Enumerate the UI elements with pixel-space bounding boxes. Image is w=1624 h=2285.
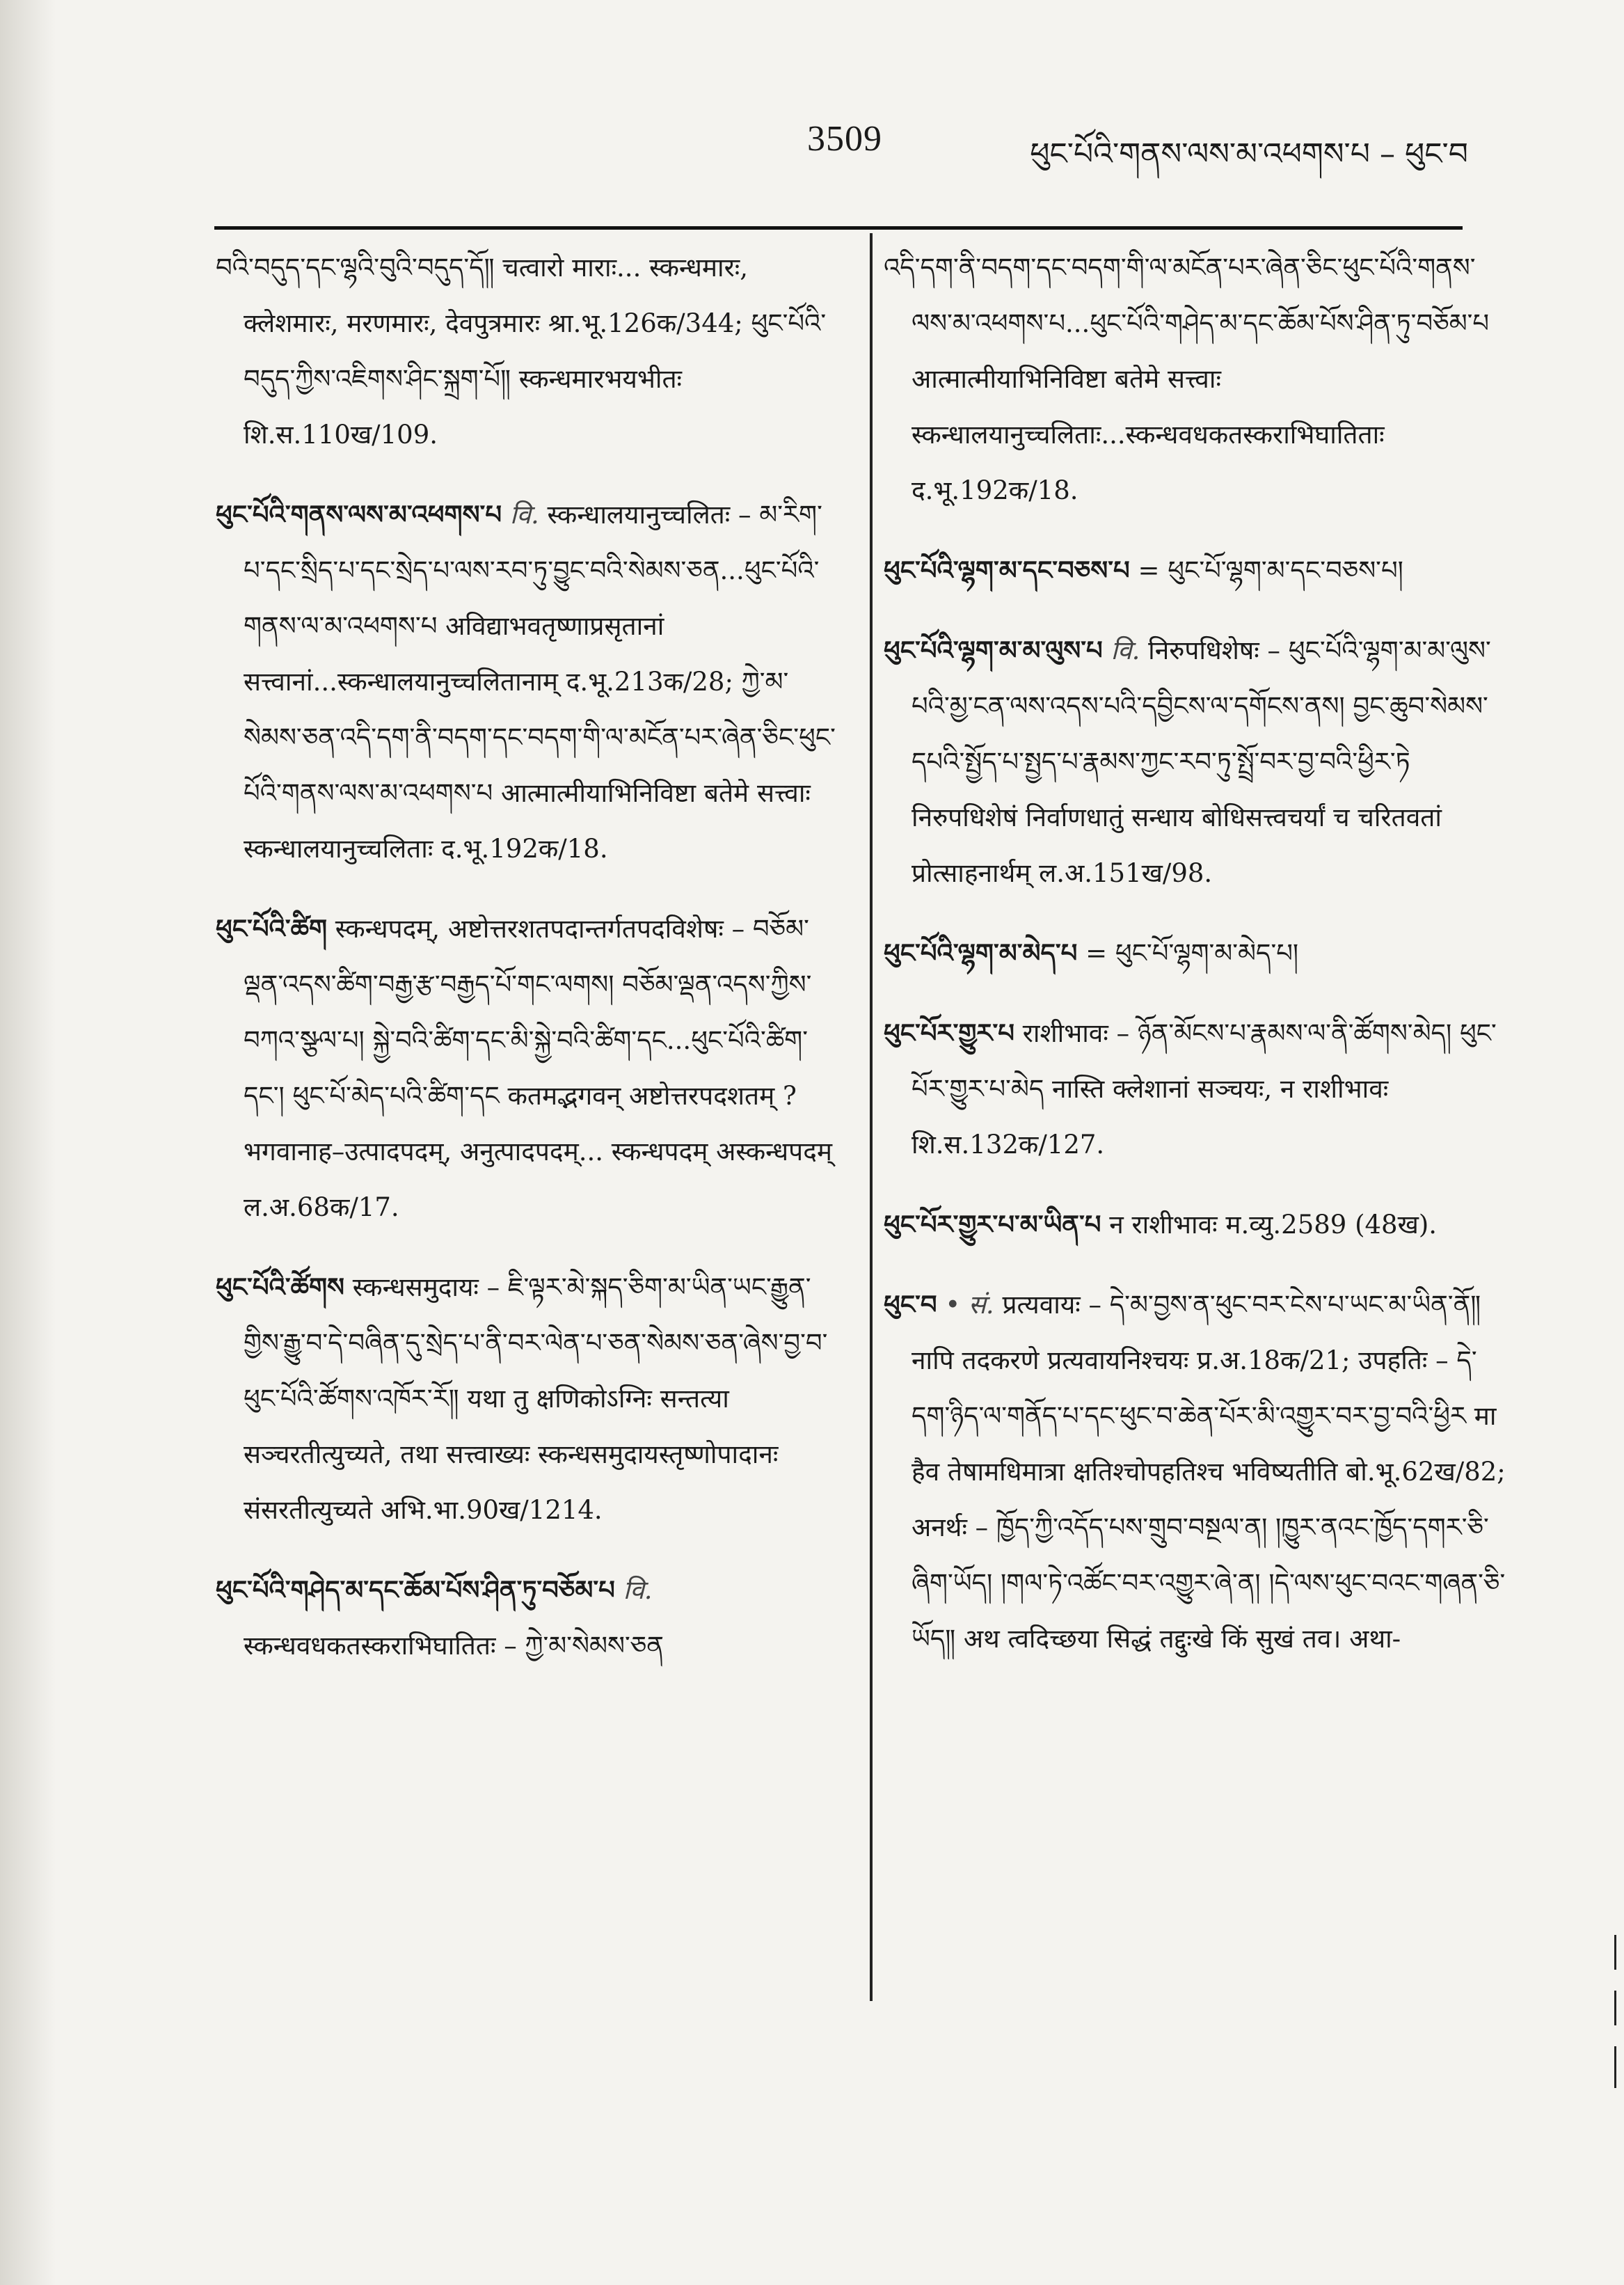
entry-grammar-label: • सं. xyxy=(945,1290,994,1320)
entry-headword: ཕུང་བ xyxy=(884,1289,937,1320)
entry-definition: निरुपधिशेषः – ཕུང་པོའི་ལྷག་མ་མ་ལུས་པའི་མྱ་ངན་ལས་འདས་པའི་དབྱིངས་ལ་དགོངས་ནས། བྱང་ཆུབ་སེམས་དཔའི་སྤྱོད་པ་སྤྱད་པ་རྣམས་ཀྱང་རབ་ཏུ་སྤྲོ་བར་བྱ་བའི་ཕྱིར་ཏེ निरुपधिशेषं निर्वाणधातुं सन्धाय बोधिसत्त्वचर्यां च चरितवतां प्रोत्साहनार्थम् ल.अ.151ख/98. xyxy=(911,635,1491,888)
entry-definition: प्रत्यवायः – དེ་མ་བྱས་ན་ཕུང་བར་ངེས་པ་ཡང་མ་ཡིན་ནོ༎ नापि तदकरणे प्रत्यवायनिश्चयः प्र.अ.18क/21; उपहतिः – དེ་དག་ཉིད་ལ་གནོད་པ་དང་ཕུང་བ་ཆེན་པོར་མི་འགྱུར་བར་བྱ་བའི་ཕྱིར मा हैव तेषामधिमात्रा क्षतिश्चोपहतिश्च भविष्यतीति बो.भू.62ख/82; अनर्थः – ཁྱོད་ཀྱི་འདོད་པས་གྲུབ་བསྔལ་ན། །ཁྱུར་ནའང་ཁྱོད་དགར་ཅི་ཞིག་ཡོད། །གལ་ཏེ་འཚོང་བར་འགྱུར་ཞེ་ན། །དེ་ལས་ཕུང་བའང་གཞན་ཅི་ཡོད༎ अथ त्वदिच्छया सिद्धं तद्दुःखे किं सुखं तव। अथा- xyxy=(911,1290,1506,1654)
entry-definition: न राशीभावः म.व्यु.2589 (48ख). xyxy=(1109,1210,1438,1240)
entry-headword: ཕུང་པོའི་ལྷག་མ་མ་ལུས་པ xyxy=(884,635,1103,665)
entry-grammar-label: वि. xyxy=(509,500,539,530)
entry-headword: ཕུང་པོའི་ལྷག་མ་མེད་པ xyxy=(884,938,1078,968)
entry-definition: བའི་བདུད་དང་ལྷའི་བུའི་བདུད་དོ༎ चत्वारो माराः... स्कन्धमारः, क्लेशमारः, मरणमारः, देवपुत्रमारः श्रा.भू.126क/344; ཕུང་པོའི་བདུད་ཀྱིས་འཇིགས་ཤིང་སྐྲག་པོ༎ स्कन्धमारभयभीतः शि.स.110ख/109. xyxy=(216,253,827,450)
dictionary-entry xyxy=(884,1005,1506,1173)
running-head: ཕུང་པོའི་གནས་ལས་མ་འཕགས་པ – ཕུང་བ xyxy=(1030,136,1468,172)
entry-headword: ཕུང་པོའི་གཤེད་མ་དང་ཆོམ་པོས་ཤིན་ཏུ་བཅོམ་པ xyxy=(216,1574,615,1605)
dictionary-entry xyxy=(216,240,838,463)
edge-mark xyxy=(1614,2046,1616,2088)
entry-headword: ཕུང་པོའི་གནས་ལས་མ་འཕགས་པ xyxy=(216,499,502,530)
entry-definition: स्कन्धसमुदायः – ཇི་ལྟར་མེ་སྐད་ཅིག་མ་ཡིན་ཡང་རྒྱུན་གྱིས་རྒྱུ་བ་དེ་བཞིན་དུ་སྲེད་པ་ནི་བར་ལེན་པ་ཅན་སེམས་ཅན་ཞེས་བྱ་བ་ཕུང་པོའི་ཚོགས་འཁོར་རོ༎ यथा तु क्षणिकोऽग्निः सन्तत्या सञ्चरतीत्युच्यते, तथा सत्त्वाख्यः स्कन्धसमुदायस्तृष्णोपादानः संसरतीत्युच्यते अभि.भा.90ख/1214. xyxy=(244,1272,828,1525)
header-rule xyxy=(214,226,1463,230)
dictionary-entry xyxy=(216,1562,838,1674)
entry-headword: ཕུང་པོའི་ཚིག xyxy=(216,913,328,944)
edge-mark xyxy=(1614,1935,1616,1970)
entry-headword: ཕུང་པོའི་ལྷག་མ་དང་བཅས་པ xyxy=(884,555,1130,585)
entry-headword: ཕུང་པོའི་ཚོགས xyxy=(216,1272,344,1302)
entry-definition: = ཕུང་པོ་ལྷག་མ་དང་བཅས་པ། xyxy=(1138,555,1403,585)
page-shadow-edge xyxy=(0,0,56,2285)
dictionary-entry xyxy=(884,240,1506,519)
entry-grammar-label: वि. xyxy=(623,1575,653,1605)
dictionary-entry xyxy=(216,1259,838,1538)
entry-definition: स्कन्धपदम्, अष्टोत्तरशतपदान्तर्गतपदविशेषः – བཅོམ་ལྡན་འདས་ཚིག་བརྒྱ་རྩ་བརྒྱད་པོ་གང་ལགས། བཅོམ་ལྡན་འདས་ཀྱིས་བཀའ་སྩལ་པ། སྐྱེ་བའི་ཚིག་དང་མི་སྐྱེ་བའི་ཚིག་དང...ཕུང་པོའི་ཚིག་དང་། ཕུང་པོ་མེད་པའི་ཚིག་དང कतमद्भगवन् अष्टोत्तरपदशतम् ? भगवानाह–उत्पादपदम्, अनुत्पादपदम्... स्कन्धपदम् अस्कन्धपदम् ल.अ.68क/17. xyxy=(244,914,832,1222)
entry-grammar-label: वि. xyxy=(1110,635,1140,665)
column-divider xyxy=(870,233,873,2001)
edge-mark xyxy=(1614,1991,1616,2025)
right-column xyxy=(884,240,1506,1691)
entry-headword: ཕུང་པོར་གྱུར་པ་མ་ཡིན་པ xyxy=(884,1209,1101,1240)
dictionary-entry xyxy=(884,1276,1506,1667)
entry-definition: राशीभावः – ཉོན་མོངས་པ་རྣམས་ལ་ནི་ཚོགས་མེད། ཕུང་པོར་གྱུར་པ་མེད नास्ति क्लेशानां सञ्चयः, न राशीभावः शि.स.132क/127. xyxy=(911,1018,1497,1160)
entry-definition: འདི་དག་ནི་བདག་དང་བདག་གི་ལ་མངོན་པར་ཞེན་ཅིང་ཕུང་པོའི་གནས་ལས་མ་འཕགས་པ...ཕུང་པོའི་གཤེད་མ་དང་ཆོམ་པོས་ཤིན་ཏུ་བཅོམ་པ आत्मात्मीयाभिनिविष्टा बतेमे सत्त्वाः स्कन्धालयानुच्चलिताः...स्कन्धवधकतस्कराभिघातिताः द.भू.192क/18. xyxy=(884,253,1490,505)
entry-definition: स्कन्धवधकतस्कराभिघातितः – ཀྱེ་མ་སེམས་ཅན xyxy=(244,1631,664,1661)
dictionary-entry xyxy=(884,925,1506,981)
dictionary-entry xyxy=(884,542,1506,599)
dictionary-entry xyxy=(884,622,1506,901)
entry-headword: ཕུང་པོར་གྱུར་པ xyxy=(884,1018,1014,1048)
page-number: 3509 xyxy=(807,119,882,159)
dictionary-entry xyxy=(216,901,838,1235)
dictionary-entry xyxy=(216,487,838,877)
entry-definition: स्कन्धालयानुच्चलितः – མ་རིག་པ་དང་སྲིད་པ་དང་སྲེད་པ་ལས་རབ་ཏུ་བྱུང་བའི་སེམས་ཅན...ཕུང་པོའི་གནས་ལ་མ་འཕགས་པ अविद्याभवतृष्णाप्रसृतानां सत्त्वानां...स्कन्धालयानुच्चलितानाम् द.भू.213क/28; ཀྱེ་མ་སེམས་ཅན་འདི་དག་ནི་བདག་དང་བདག་གི་ལ་མངོན་པར་ཞེན་ཅིང་ཕུང་པོའི་གནས་ལས་མ་འཕགས་པ आत्मात्मीयाभिनिविष्टा बतेमे सत्त्वाः स्कन्धालयानुच्चलिताः द.भू.192क/18. xyxy=(244,500,836,864)
left-column xyxy=(216,240,838,1698)
entry-definition: = ཕུང་པོ་ལྷག་མ་མེད་པ། xyxy=(1085,938,1299,968)
dictionary-entry xyxy=(884,1196,1506,1253)
